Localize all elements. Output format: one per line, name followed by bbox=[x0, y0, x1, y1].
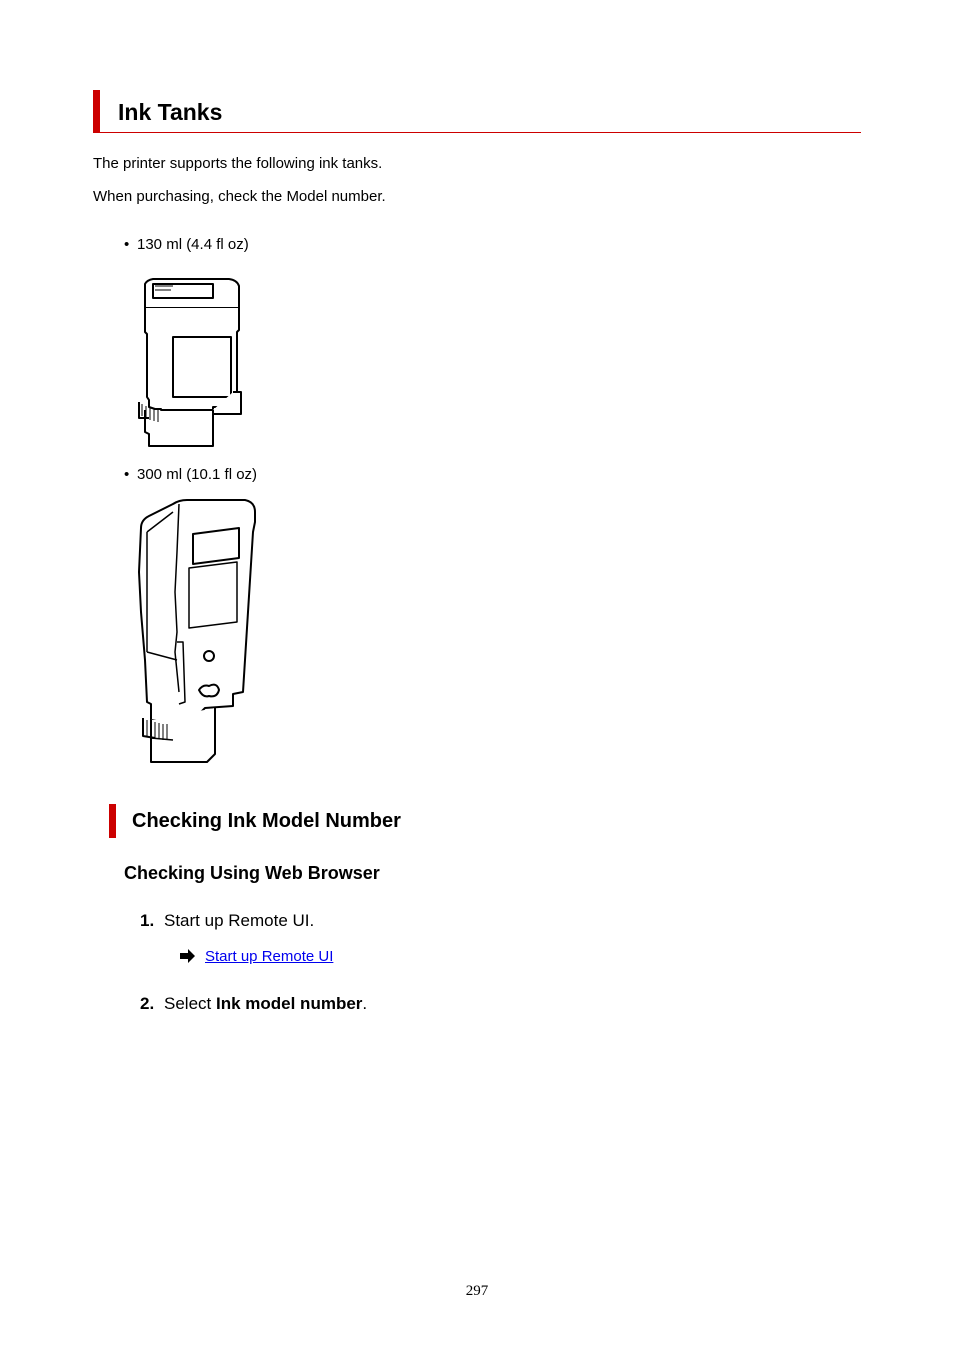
bullet-icon: • bbox=[124, 236, 130, 253]
list-item-130ml bbox=[124, 236, 424, 254]
step-text bbox=[164, 993, 367, 1015]
step-text-before: Select bbox=[164, 994, 216, 1013]
step-text: Start up Remote UI. bbox=[164, 911, 315, 930]
section-title: Checking Ink Model Number bbox=[132, 810, 401, 832]
list-item-300ml bbox=[124, 466, 424, 484]
page-number: 297 bbox=[465, 1283, 489, 1299]
intro-paragraph-1: The printer supports the following ink tanks. bbox=[93, 155, 383, 172]
related-link bbox=[180, 947, 480, 967]
start-up-remote-ui-link[interactable]: Start up Remote UI bbox=[205, 948, 334, 965]
subsection-title: Checking Using Web Browser bbox=[124, 863, 380, 883]
list-item-label: 300 ml (10.1 fl oz) bbox=[137, 466, 258, 483]
step-number: 2. bbox=[140, 994, 155, 1013]
arrow-right-icon bbox=[180, 949, 196, 963]
step-text-bold: Ink model number bbox=[215, 994, 363, 1013]
step-1 bbox=[140, 910, 540, 932]
intro-paragraph-2: When purchasing, check the Model number. bbox=[93, 188, 386, 205]
list-item-label: 130 ml (4.4 fl oz) bbox=[137, 236, 249, 253]
ink-tank-300ml-illustration bbox=[133, 492, 261, 768]
section-accent-bar bbox=[109, 804, 116, 838]
ink-tank-130ml-illustration bbox=[133, 262, 248, 452]
step-number: 1. bbox=[140, 911, 155, 930]
heading-accent-bar bbox=[93, 90, 100, 133]
step-2 bbox=[140, 993, 540, 1015]
step-text-after: . bbox=[362, 994, 368, 1013]
heading-underline bbox=[100, 132, 861, 133]
page-title: Ink Tanks bbox=[118, 99, 223, 125]
bullet-icon: • bbox=[124, 466, 130, 483]
